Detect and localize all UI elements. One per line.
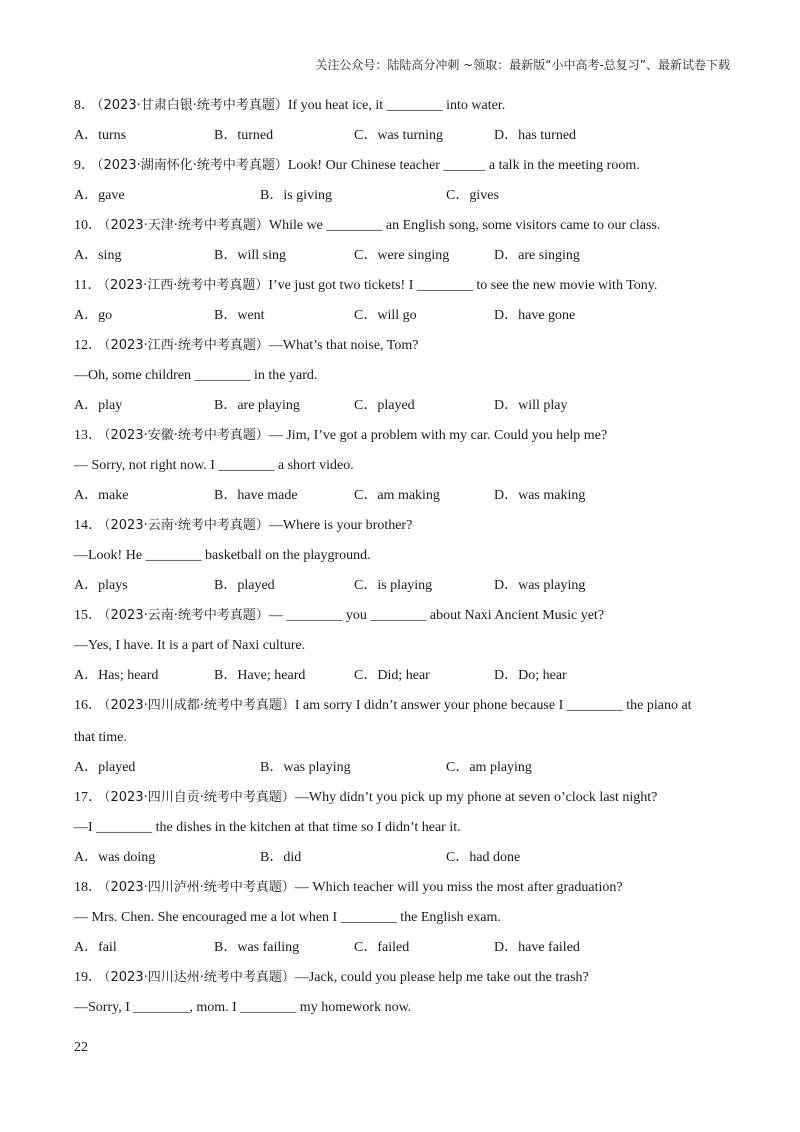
question-list [74, 96, 734, 1028]
answer-options [74, 758, 734, 788]
answer-option[interactable]: A．go [74, 308, 113, 323]
answer-option[interactable]: C．was turning [354, 128, 444, 143]
question-stem [74, 216, 734, 246]
answer-option[interactable]: B．is giving [260, 188, 332, 203]
answer-option[interactable]: D．will play [494, 398, 568, 413]
question-text: —Look! He ________ basketball on the playground. [74, 548, 371, 563]
question-number: 19． [74, 970, 102, 985]
question-stem [74, 96, 734, 126]
question-number: 9． [74, 158, 95, 173]
question-line [74, 366, 734, 396]
question-stem [74, 276, 734, 306]
answer-option[interactable]: A．was doing [74, 850, 156, 865]
answer-option[interactable]: C．were singing [354, 248, 450, 263]
question-text: Look! Our Chinese teacher ______ a talk in the meeting room. [287, 158, 640, 173]
answer-option[interactable]: B．have made [214, 488, 298, 503]
answer-option[interactable]: D．have failed [494, 940, 580, 955]
answer-option[interactable]: A．plays [74, 578, 128, 593]
question-number: 16． [74, 698, 102, 713]
question-stem [74, 696, 734, 728]
question-text: — ________ you ________ about Naxi Ancient Music yet? [268, 608, 605, 623]
answer-option[interactable]: B．played [214, 578, 275, 593]
question-source: （2023·江西·统考中考真题） [103, 278, 269, 293]
answer-option[interactable]: A．turns [74, 128, 127, 143]
question-text: that time. [74, 730, 127, 745]
answer-option[interactable]: C．Did; hear [354, 668, 430, 683]
question-text: —What’s that noise, Tom? [268, 338, 419, 353]
question-source: （2023·安徽·统考中考真题） [104, 428, 269, 443]
answer-option[interactable]: D．Do; hear [494, 668, 567, 683]
answer-options [74, 396, 734, 426]
question-text: I’ve just got two tickets! I ________ to see the new movie with Tony. [268, 278, 658, 293]
question-line [74, 998, 734, 1028]
question-stem [74, 968, 734, 998]
question-source: （2023·四川成都·统考中考真题） [104, 698, 295, 713]
answer-option[interactable]: B．are playing [214, 398, 300, 413]
question-number: 15． [74, 608, 102, 623]
answer-option[interactable]: C．am playing [446, 760, 532, 775]
question-number: 18． [74, 880, 102, 895]
answer-option[interactable]: A．gave [74, 188, 125, 203]
answer-option[interactable]: A．play [74, 398, 123, 413]
question-text: —Sorry, I ________, mom. I ________ my homework now. [74, 1000, 412, 1015]
question-stem [74, 426, 734, 456]
question-source: （2023·四川泸州·统考中考真题） [104, 880, 295, 895]
answer-options [74, 666, 734, 696]
answer-option[interactable]: A．sing [74, 248, 122, 263]
answer-option[interactable]: B．was failing [214, 940, 300, 955]
answer-option[interactable]: B．Have; heard [214, 668, 306, 683]
answer-option[interactable]: A．make [74, 488, 129, 503]
question-number: 13． [74, 428, 102, 443]
question-stem [74, 606, 734, 636]
question-number: 14． [74, 518, 102, 533]
answer-option[interactable]: D．has turned [494, 128, 577, 143]
answer-option[interactable]: A．fail [74, 940, 117, 955]
answer-option[interactable]: C．am making [354, 488, 440, 503]
question-source: （2023·云南·统考中考真题） [104, 608, 269, 623]
answer-option[interactable]: B．went [214, 308, 265, 323]
question-text: — Which teacher will you miss the most after graduation? [294, 880, 623, 895]
answer-option[interactable]: C．played [354, 398, 415, 413]
question-source: （2023·江西·统考中考真题） [104, 338, 269, 353]
question-stem [74, 156, 734, 186]
answer-option[interactable]: C．had done [446, 850, 521, 865]
question-source: （2023·甘肃白银·统考中考真题） [97, 98, 288, 113]
question-source: （2023·云南·统考中考真题） [104, 518, 269, 533]
answer-option[interactable]: B．will sing [214, 248, 286, 263]
question-text: —Jack, could you please help me take out the trash? [294, 970, 589, 985]
answer-option[interactable]: C．will go [354, 308, 417, 323]
answer-option[interactable]: B．turned [214, 128, 274, 143]
answer-options [74, 848, 734, 878]
answer-option[interactable]: A．Has; heard [74, 668, 159, 683]
answer-option[interactable]: B．did [260, 850, 302, 865]
question-text: — Jim, I’ve got a problem with my car. Could you help me? [268, 428, 608, 443]
question-stem [74, 878, 734, 908]
answer-option[interactable]: A．played [74, 760, 136, 775]
question-line [74, 908, 734, 938]
question-line [74, 456, 734, 486]
answer-option[interactable]: B．was playing [260, 760, 351, 775]
answer-option[interactable]: C．is playing [354, 578, 433, 593]
question-text: —Why didn’t you pick up my phone at seven o’clock last night? [294, 790, 658, 805]
question-text: While we ________ an English song, some visitors came to our class. [268, 218, 661, 233]
answer-option[interactable]: D．are singing [494, 248, 580, 263]
question-stem [74, 788, 734, 818]
answer-options [74, 938, 734, 968]
question-source: （2023·天津·统考中考真题） [104, 218, 269, 233]
question-stem [74, 516, 734, 546]
answer-options [74, 126, 734, 156]
answer-options [74, 306, 734, 336]
question-text: —Oh, some children ________ in the yard. [74, 368, 318, 383]
answer-option[interactable]: C．failed [354, 940, 410, 955]
page-number: 22 [74, 1040, 88, 1055]
answer-option[interactable]: D．have gone [494, 308, 576, 323]
question-text: —Where is your brother? [268, 518, 413, 533]
page-header: 关注公众号：陆陆高分冲刺 ~领取：最新版“小中高考-总复习”、最新试卷下载 [315, 58, 730, 72]
question-line [74, 546, 734, 576]
question-line [74, 818, 734, 848]
answer-option[interactable]: D．was making [494, 488, 586, 503]
question-source: （2023·四川达州·统考中考真题） [104, 970, 295, 985]
answer-option[interactable]: D．was playing [494, 578, 586, 593]
question-text: If you heat ice, it ________ into water. [287, 98, 506, 113]
answer-options [74, 186, 734, 216]
question-number: 8． [74, 98, 95, 113]
question-line [74, 728, 734, 758]
question-text: I am sorry I didn’t answer your phone because I ________ the piano at [294, 698, 692, 713]
question-line [74, 636, 734, 666]
question-number: 17． [74, 790, 102, 805]
question-text: —Yes, I have. It is a part of Naxi culture. [74, 638, 306, 653]
question-stem [74, 336, 734, 366]
question-source: （2023·湖南怀化·统考中考真题） [97, 158, 288, 173]
answer-options [74, 576, 734, 606]
answer-options [74, 486, 734, 516]
question-text: — Sorry, not right now. I ________ a short video. [74, 458, 354, 473]
question-number: 11． [74, 278, 102, 293]
question-source: （2023·四川自贡·统考中考真题） [104, 790, 295, 805]
question-text: — Mrs. Chen. She encouraged me a lot when I ________ the English exam. [74, 910, 501, 925]
answer-option[interactable]: C．gives [446, 188, 499, 203]
question-text: —I ________ the dishes in the kitchen at that time so I didn’t hear it. [74, 820, 461, 835]
answer-options [74, 246, 734, 276]
question-number: 10． [74, 218, 102, 233]
question-number: 12． [74, 338, 102, 353]
